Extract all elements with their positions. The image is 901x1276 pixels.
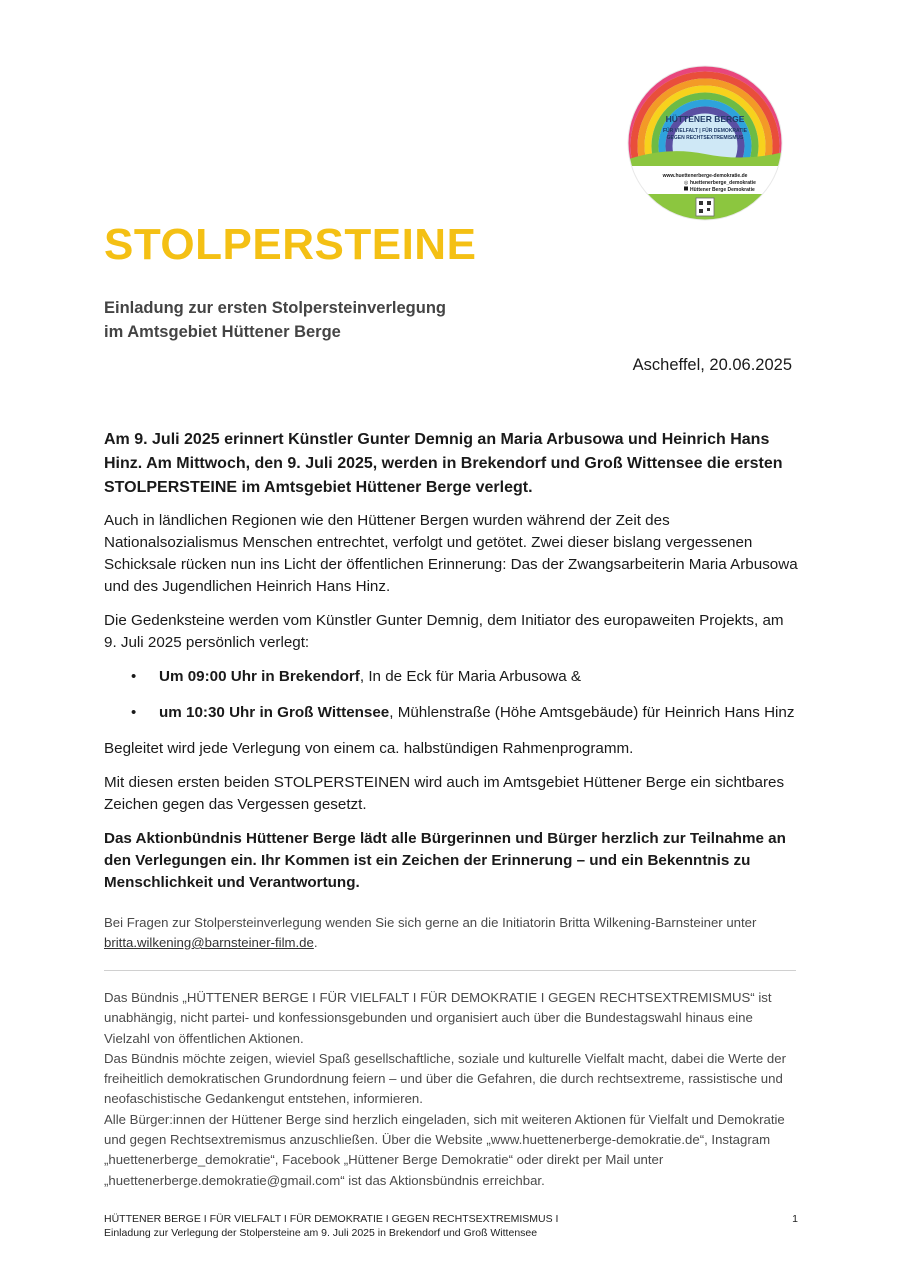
list-item [104, 666, 799, 688]
list-item [104, 702, 799, 724]
about-paragraph-1: Das Bündnis „HÜTTENER BERGE I FÜR VIELFALT I FÜR DEMOKRATIE I GEGEN RECHTSEXTREMISMUS“ ist unabhängig, nicht partei- und konfessionsgebunden und organisiert auch über die Bundestagswahl hinaus eine Vielzahl von öffentlichen Aktionen. [104, 990, 772, 1046]
body-paragraph-1: Auch in ländlichen Regionen wie den Hüttener Bergen wurden während der Zeit des Nationalsozialismus Menschen entrechtet, verfolgt und getötet. Zwei dieser bislang vergessenen Schicksale rücken nun ins Licht der öffentlichen Erinnerung: Das der Zwangsarbeiterin Maria Arbusowa und des Jugendlichen Heinrich Hans Hinz. [104, 512, 798, 595]
logo-instagram: huettenerberge_demokratie [690, 180, 756, 186]
contact-email-link[interactable]: britta.wilkening@barnsteiner-film.de [104, 935, 314, 950]
logo-facebook: Hüttener Berge Demokratie [690, 187, 755, 193]
footer-line-1: HÜTTENER BERGE I FÜR VIELFALT I FÜR DEMOKRATIE I GEGEN RECHTSEXTREMISMUS I [104, 1213, 559, 1225]
logo-title-text: HÜTTENER BERGE [665, 114, 745, 124]
event-time-place: Um 09:00 Uhr in Brekendorf [159, 668, 360, 685]
facebook-icon [684, 187, 688, 191]
alliance-logo [626, 64, 784, 222]
logo-tagline-1: FÜR VIELFALT | FÜR DEMOKRATIE [663, 128, 747, 134]
document-subtitle [104, 296, 446, 344]
bullet-icon: • [131, 704, 137, 721]
rainbow-logo-icon [626, 64, 784, 222]
event-list [104, 666, 799, 724]
logo-tagline-2: GEGEN RECHTSEXTREMISMUS [666, 135, 744, 141]
body-paragraph-4: Mit diesen ersten beiden STOLPERSTEINEN wird auch im Amtsgebiet Hüttener Berge ein sichtbares Zeichen gegen das Vergessen gesetzt. [104, 774, 785, 813]
event-detail: , In de Eck für Maria Arbusowa & [359, 668, 582, 685]
about-paragraph-2: Das Bündnis möchte zeigen, wieviel Spaß gesellschaftliche, soziale und kulturelle Vielfalt macht, dabei die Werte der freiheitlich demokratischen Grundordnung feiern – und über die Gefahren, die durch rechtsextreme, rassistische und neofaschistische Gedankengut entstehen, informieren. [104, 1050, 786, 1107]
document-title: STOLPERSTEINE [104, 220, 477, 269]
subtitle-line-1: Einladung zur ersten Stolpersteinverlegung [104, 299, 446, 317]
page-number: 1 [792, 1213, 798, 1225]
about-paragraph-3: Alle Bürger:innen der Hüttener Berge sind herzlich eingeladen, sich mit weiteren Aktionen für Vielfalt und Demokratie und gegen Rechtsextremismus anzuschließen. Über die Website „www.huettenerberge-demokratie.de“, Instagram „huettenerberge_demokratie“, Facebook „Hüttener Berge Demokratie“ oder direkt per Mail unter „huettenerberge.demokratie@gmail.com“ ist das Aktionsbündnis erreichbar. [104, 1111, 785, 1188]
body-paragraph-3: Begleitet wird jede Verlegung von einem ca. halbstündigen Rahmenprogramm. [104, 740, 634, 757]
about-alliance [104, 988, 798, 1191]
contact-text: Bei Fragen zur Stolpersteinverlegung wenden Sie sich gerne an die Initiatorin Britta Wilkening-Barnsteiner unter [104, 915, 757, 930]
page-footer [104, 1212, 798, 1240]
subtitle-line-2: im Amtsgebiet Hüttener Berge [104, 323, 341, 341]
lead-paragraph: Am 9. Juli 2025 erinnert Künstler Gunter Demnig an Maria Arbusowa und Heinrich Hans Hinz. Am Mittwoch, den 9. Juli 2025, werden in Brekendorf und Groß Wittensee die ersten STOLPERSTEINE im Amtsgebiet Hüttener Berge verlegt. [104, 431, 783, 496]
logo-website: www.huettenerberge-demokratie.de [662, 173, 748, 179]
bullet-icon: • [131, 668, 137, 685]
instagram-icon: ◎ [684, 180, 689, 186]
contact-note [104, 913, 804, 953]
contact-suffix: . [313, 935, 318, 950]
body-paragraph-2: Die Gedenksteine werden vom Künstler Gunter Demnig, dem Initiator des europaweiten Projekts, am 9. Juli 2025 persönlich verlegt: [104, 612, 784, 651]
place-date: Ascheffel, 20.06.2025 [632, 356, 792, 374]
closing-paragraph: Das Aktionbündnis Hüttener Berge lädt alle Bürgerinnen und Bürger herzlich zur Teilnahme an den Verlegungen ein. Ihr Kommen ist ein Zeichen der Erinnerung – und ein Bekenntnis zu Menschlichkeit und Verantwortung. [104, 830, 786, 891]
main-content [104, 428, 799, 906]
event-time-place: um 10:30 Uhr in Groß Wittensee [159, 704, 390, 721]
event-detail: , Mühlenstraße (Höhe Amtsgebäude) für Heinrich Hans Hinz [389, 704, 795, 721]
footer-line-2: Einladung zur Verlegung der Stolpersteine am 9. Juli 2025 in Brekendorf und Groß Wittensee [104, 1227, 538, 1239]
divider [104, 970, 796, 971]
